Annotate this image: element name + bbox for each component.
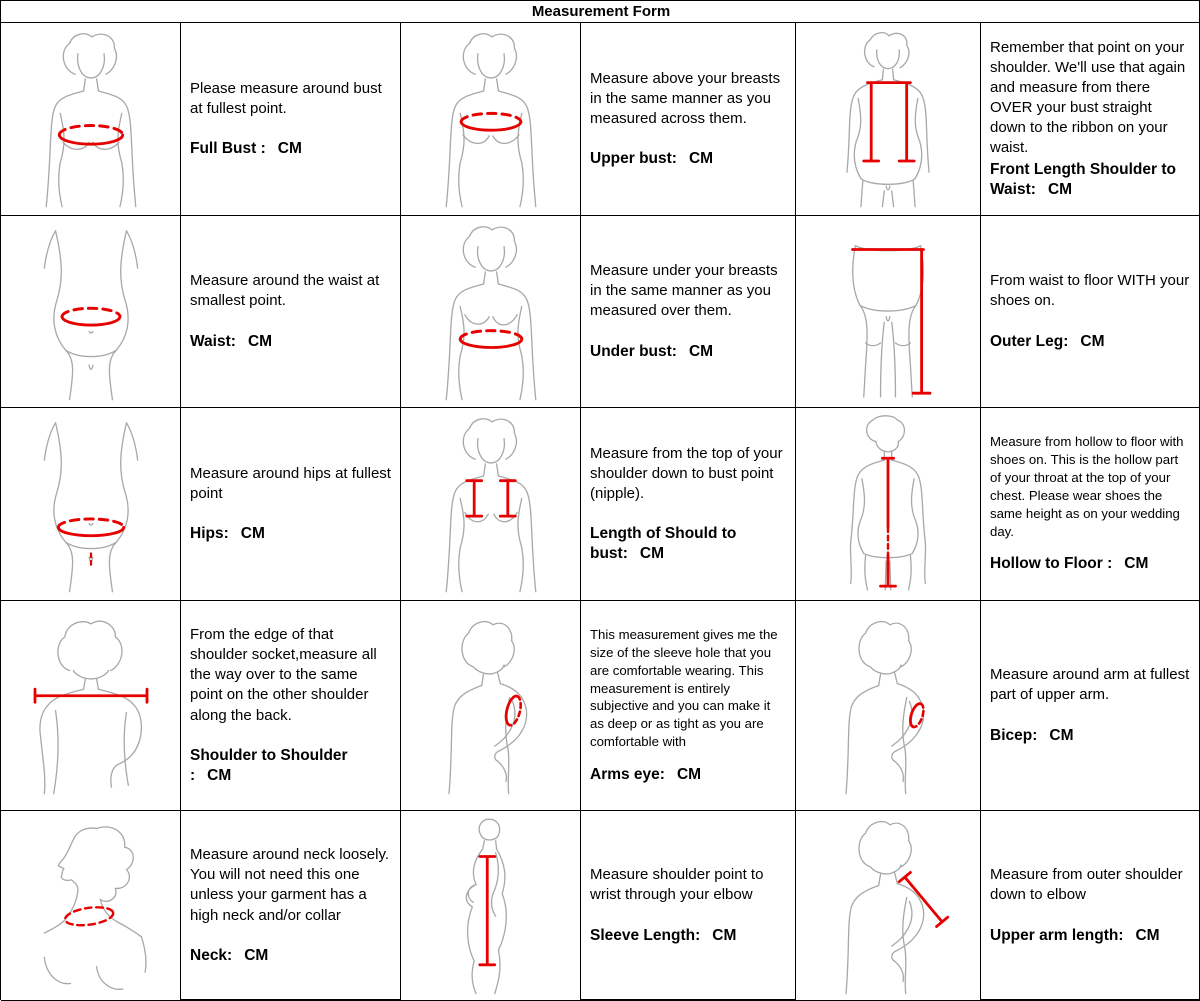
instruction-text: Measure around arm at fullest part of upper arm. [990, 666, 1190, 704]
upper-arm-length-instructions [981, 811, 1200, 1001]
full-bust-instructions [181, 23, 401, 216]
shoulder-to-shoulder-figure [1, 601, 181, 811]
measure-label: Shoulder to Shoulder : [190, 746, 348, 784]
sleeve-length-figure [401, 811, 581, 1001]
measure-label: Under bust: [590, 342, 677, 360]
front-length-figure [796, 23, 981, 216]
shoulder-to-shoulder-instructions [181, 601, 401, 811]
upper-arm-length-figure [796, 811, 981, 1001]
instruction-text: From waist to floor WITH your shoes on. [990, 272, 1190, 310]
instruction-text: From the edge of that shoulder socket,measure all the way over to the same point on the other shoulder along the back. [190, 626, 377, 724]
outer-leg-instructions [981, 216, 1200, 408]
unit-label: CM [676, 765, 702, 783]
instruction-text: Measure from the top of your shoulder down to bust point (nipple). [590, 444, 783, 502]
arms-eye-figure [401, 601, 581, 811]
outer-leg-figure [796, 216, 981, 408]
hips-instructions [181, 408, 401, 601]
instruction-text: Measure shoulder point to wrist through your elbow [590, 866, 764, 904]
upper-bust-figure [401, 23, 581, 216]
measure-label: Length of Should to bust: [590, 525, 737, 563]
unit-label: CM [1124, 555, 1149, 573]
full-bust-figure [1, 23, 181, 216]
instruction-text: Measure around neck loosely. You will not need this one unless your garment has a high neck and/or collar [190, 846, 389, 924]
measure-label: Upper bust: [590, 150, 677, 168]
instruction-text: This measurement gives me the size of the sleeve hole that you are comfortable wearing. This measurement is entirely subjective and you can make it as deep or as tight as you are comfortable with [590, 627, 778, 749]
measure-label: Hips: [190, 525, 229, 543]
bicep-figure [796, 601, 981, 811]
unit-label: CM [639, 545, 664, 563]
unit-label: CM [244, 946, 269, 964]
measure-label: Full Bust : [190, 140, 266, 158]
form-title: Measurement Form [1, 1, 1200, 23]
shoulder-to-bust-figure [401, 408, 581, 601]
unit-label: CM [277, 140, 302, 158]
front-length-instructions [981, 23, 1200, 216]
neck-instructions [181, 811, 401, 1001]
measure-label: Bicep: [990, 726, 1038, 744]
instruction-text: Remember that point on your shoulder. We'll use that again and measure from there OVER your bust straight down to the ribbon on your waist. [990, 38, 1186, 157]
arms-eye-instructions [581, 601, 796, 811]
unit-label: CM [712, 926, 737, 944]
instruction-text: Measure around hips at fullest point [190, 464, 391, 502]
measure-label: Waist: [190, 332, 236, 350]
under-bust-figure [401, 216, 581, 408]
measure-label: Upper arm length: [990, 926, 1124, 944]
instruction-text: Please measure around bust at fullest point. [190, 79, 382, 117]
bicep-instructions [981, 601, 1200, 811]
neck-figure [1, 811, 181, 1001]
under-bust-instructions [581, 216, 796, 408]
measure-label: Front Length Shoulder to Waist: [990, 161, 1176, 199]
unit-label: CM [1135, 926, 1160, 944]
unit-label: CM [1080, 332, 1105, 350]
instruction-text: Measure under your breasts in the same manner as you measured over them. [590, 262, 778, 320]
measure-label: Hollow to Floor : [990, 555, 1113, 573]
measure-label: Arms eye: [590, 765, 665, 783]
unit-label: CM [1049, 726, 1074, 744]
upper-bust-instructions [581, 23, 796, 216]
waist-figure [1, 216, 181, 408]
sleeve-length-instructions [581, 811, 796, 1001]
shoulder-to-bust-instructions [581, 408, 796, 601]
hips-figure [1, 408, 181, 601]
measure-label: Outer Leg: [990, 332, 1069, 350]
unit-label: CM [207, 766, 232, 784]
hollow-to-floor-figure [796, 408, 981, 601]
waist-instructions [181, 216, 401, 408]
unit-label: CM [247, 332, 273, 350]
instruction-text: Measure above your breasts in the same manner as you measured across them. [590, 69, 781, 127]
unit-label: CM [688, 342, 714, 360]
measure-label: Sleeve Length: [590, 926, 701, 944]
instruction-text: Measure from hollow to floor with shoes on. This is the hollow part of your throat at the top of your chest. Please wear shoes the same height as on your wedding day. [990, 434, 1184, 539]
instruction-text: Measure around the waist at smallest point. [190, 272, 380, 310]
unit-label: CM [240, 525, 265, 543]
unit-label: CM [1047, 181, 1073, 199]
hollow-to-floor-instructions [981, 408, 1200, 601]
unit-label: CM [688, 150, 714, 168]
instruction-text: Measure from outer shoulder down to elbow [990, 866, 1183, 904]
measure-label: Neck: [190, 946, 233, 964]
